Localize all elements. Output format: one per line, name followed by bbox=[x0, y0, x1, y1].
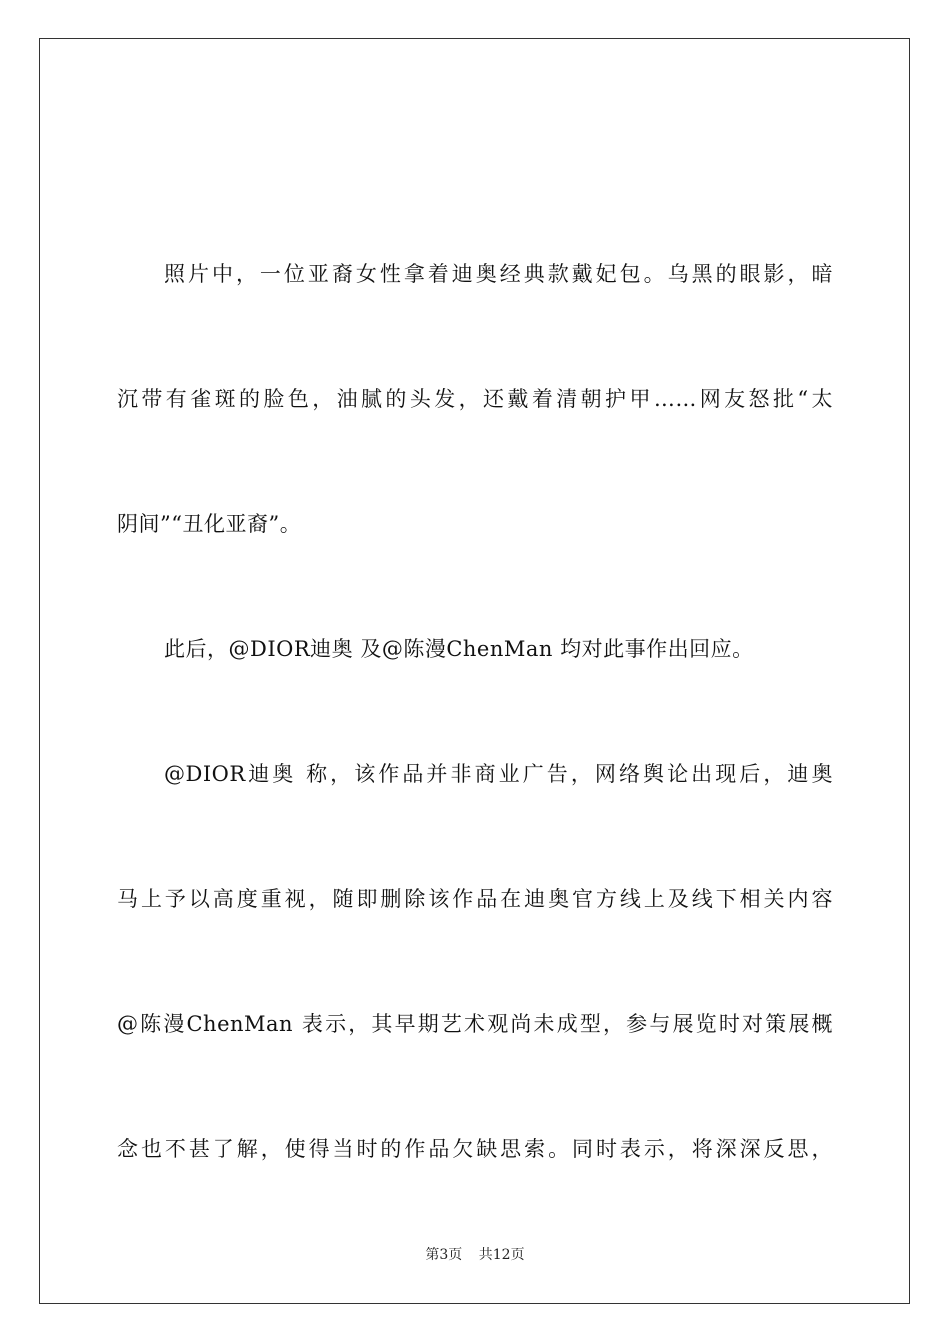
paragraph-line-5: @DIOR迪奥 称，该作品并非商业广告，网络舆论出现后，迪奥 bbox=[164, 762, 833, 786]
paragraph-line-2: 沉带有雀斑的脸色，油腻的头发，还戴着清朝护甲……网友怒批“太 bbox=[117, 387, 833, 411]
page-border bbox=[39, 38, 910, 1304]
paragraph-line-1: 照片中，一位亚裔女性拿着迪奥经典款戴妃包。乌黑的眼影，暗 bbox=[164, 262, 833, 286]
paragraph-line-7: @陈漫ChenMan 表示，其早期艺术观尚未成型，参与展览时对策展概 bbox=[117, 1012, 833, 1036]
paragraph-line-3: 阴间”“丑化亚裔”。 bbox=[117, 512, 302, 536]
paragraph-line-4: 此后，@DIOR迪奥 及@陈漫ChenMan 均对此事作出回应。 bbox=[164, 637, 754, 661]
paragraph-line-6: 马上予以高度重视，随即删除该作品在迪奥官方线上及线下相关内容 bbox=[117, 887, 833, 911]
page-number: 第3页 bbox=[425, 1247, 463, 1263]
page-footer bbox=[0, 1245, 950, 1265]
page-total: 共12页 bbox=[478, 1247, 525, 1263]
paragraph-line-8: 念也不甚了解，使得当时的作品欠缺思索。同时表示，将深深反思， bbox=[117, 1137, 833, 1161]
